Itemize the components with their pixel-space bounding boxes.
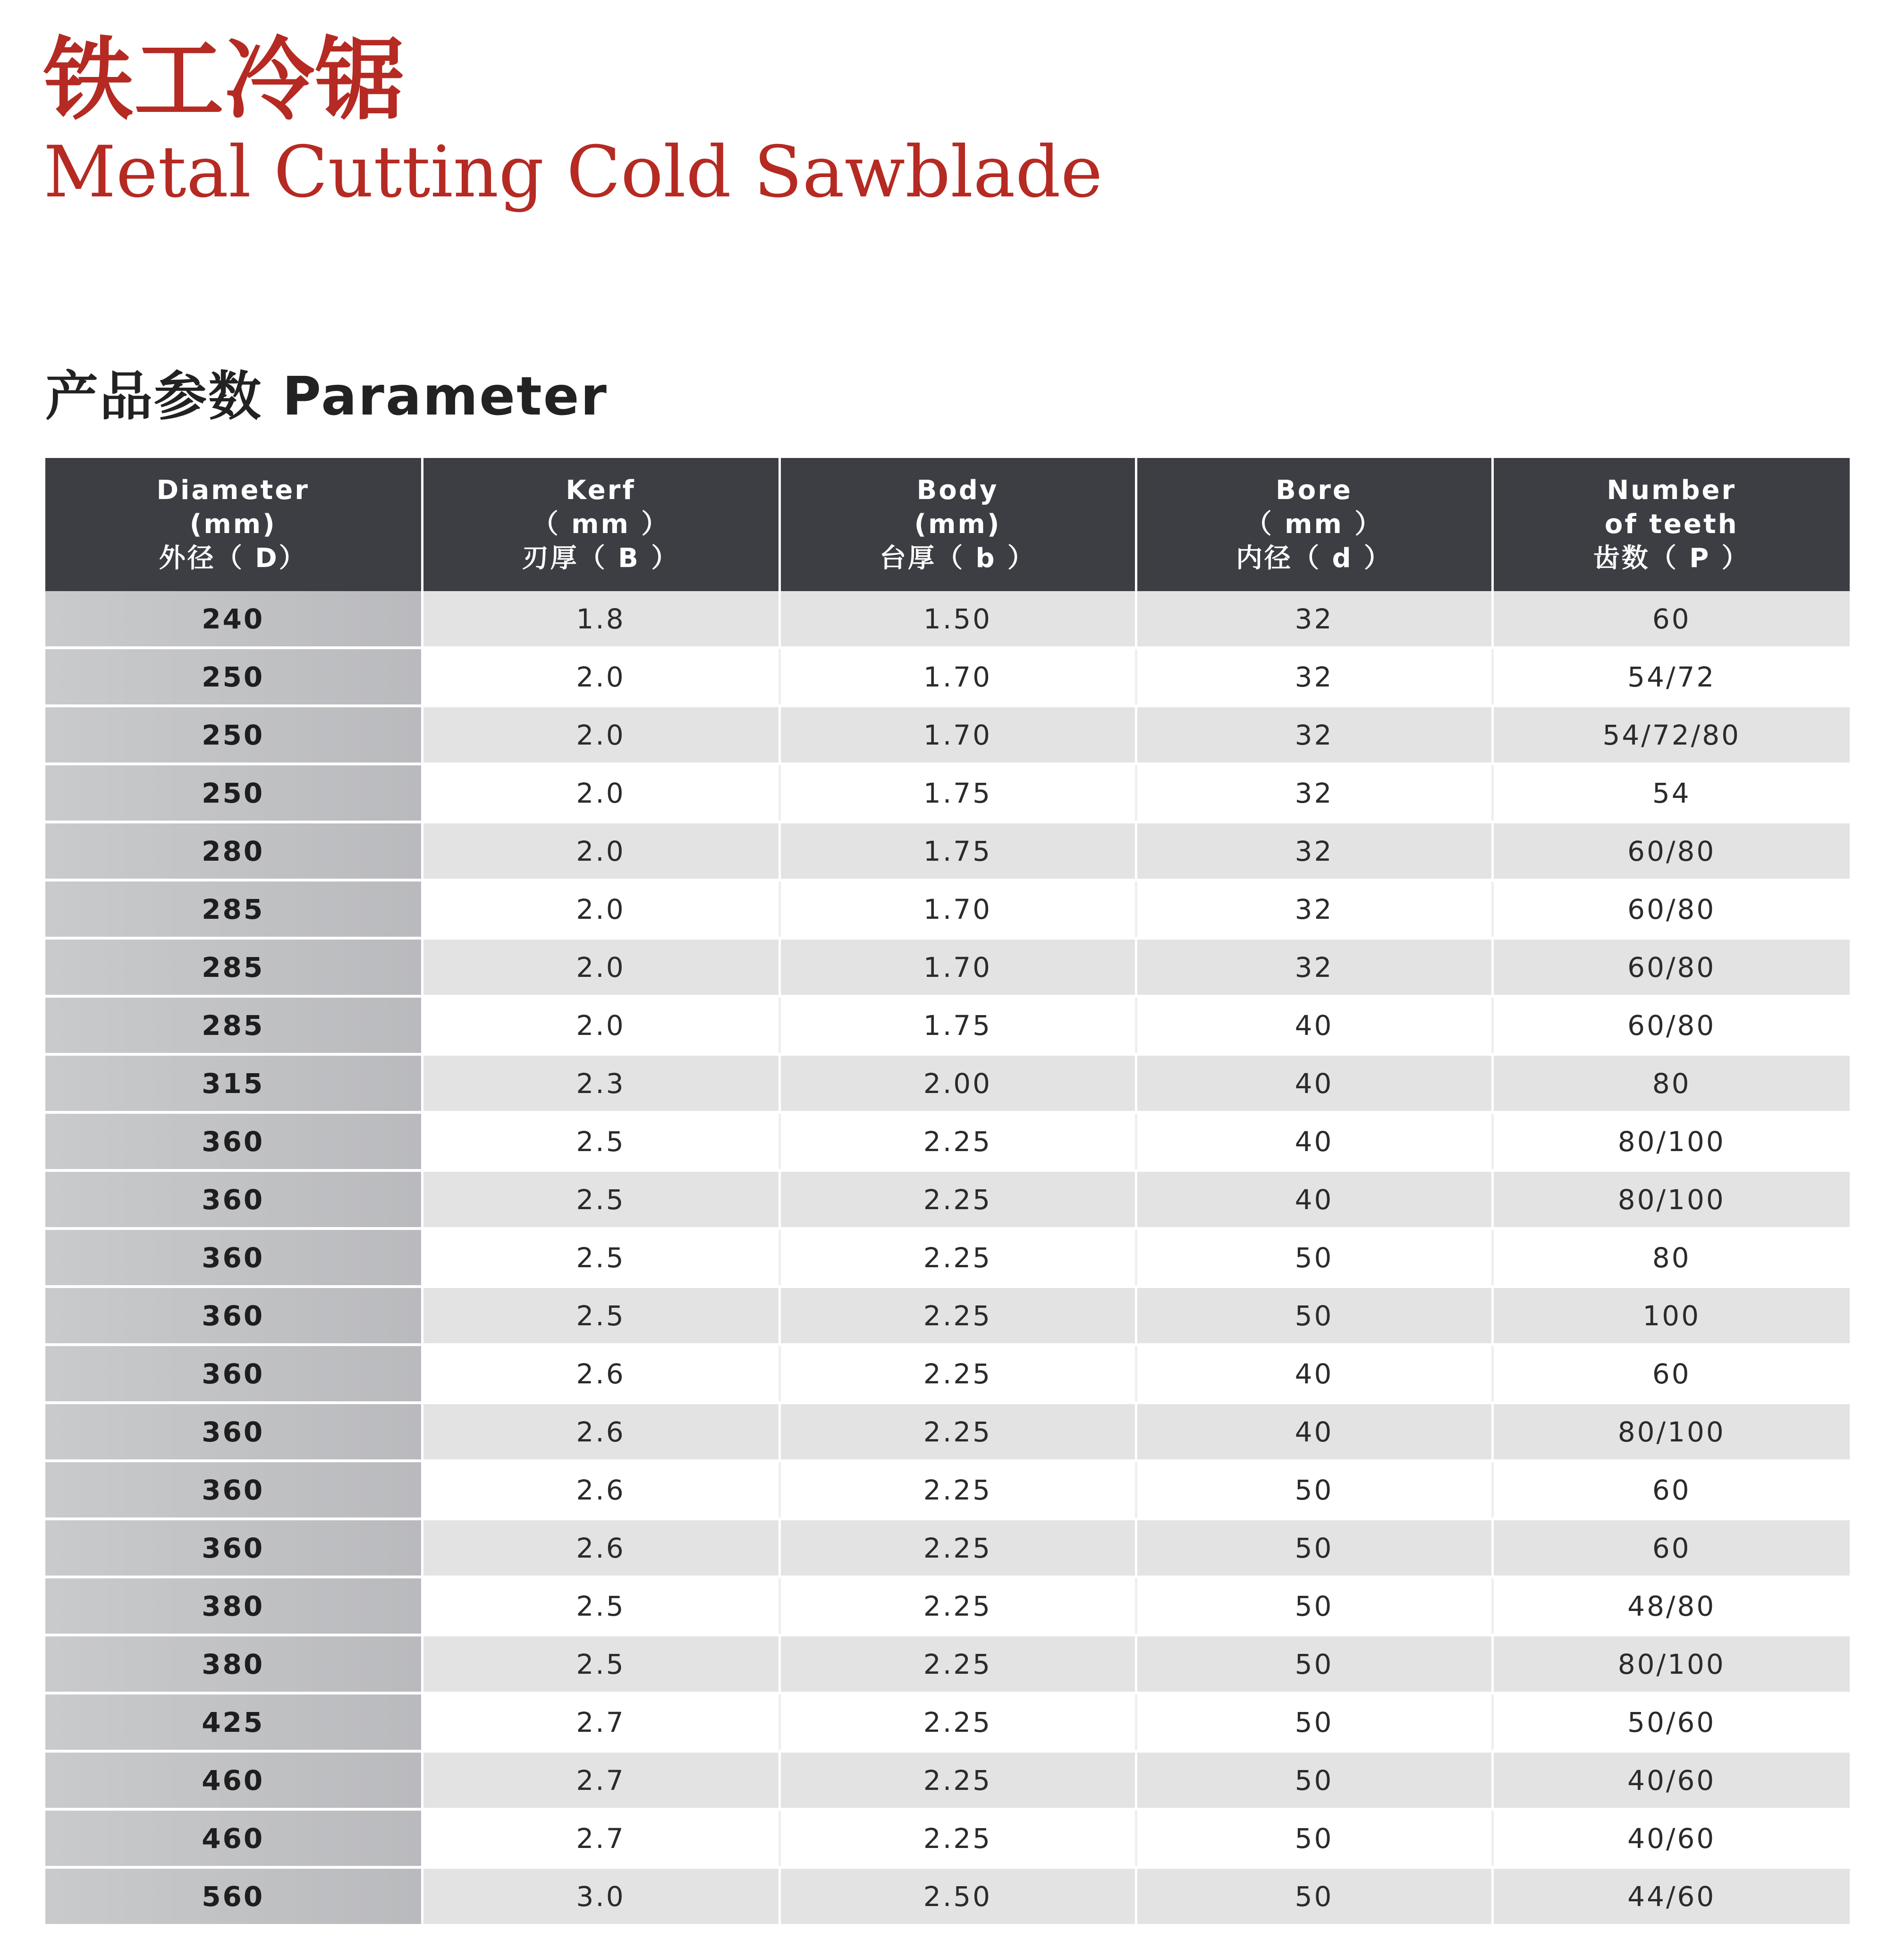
cell-teeth: 60 xyxy=(1492,591,1850,648)
table-row xyxy=(45,648,1850,706)
cell-bore: 50 xyxy=(1136,1751,1492,1809)
column-header-line: Number xyxy=(1607,475,1737,506)
table-row xyxy=(45,822,1850,880)
cell-bore: 50 xyxy=(1136,1229,1492,1287)
cell-bore: 50 xyxy=(1136,1519,1492,1577)
cell-teeth: 60/80 xyxy=(1492,996,1850,1054)
cell-bore: 50 xyxy=(1136,1461,1492,1519)
cell-teeth: 80 xyxy=(1492,1229,1850,1287)
cell-kerf: 2.5 xyxy=(422,1287,779,1345)
column-header-diameter xyxy=(45,458,422,591)
cell-body: 2.25 xyxy=(779,1809,1136,1867)
cell-bore: 32 xyxy=(1136,822,1492,880)
cell-diameter: 360 xyxy=(45,1287,422,1345)
table-row xyxy=(45,1635,1850,1693)
cell-diameter: 285 xyxy=(45,880,422,938)
cell-teeth: 60 xyxy=(1492,1461,1850,1519)
cell-body: 2.50 xyxy=(779,1867,1136,1925)
cell-bore: 40 xyxy=(1136,1345,1492,1403)
cell-bore: 32 xyxy=(1136,880,1492,938)
cell-body: 2.25 xyxy=(779,1112,1136,1170)
column-header-line: Body xyxy=(916,475,999,506)
column-header-line: Kerf xyxy=(566,475,636,506)
cell-kerf: 2.0 xyxy=(422,880,779,938)
cell-bore: 50 xyxy=(1136,1693,1492,1751)
title-english: Metal Cutting Cold Sawblade xyxy=(43,131,1103,213)
table-row xyxy=(45,1403,1850,1461)
cell-teeth: 48/80 xyxy=(1492,1577,1850,1635)
cell-kerf: 2.3 xyxy=(422,1054,779,1112)
cell-body: 2.25 xyxy=(779,1170,1136,1229)
cell-diameter: 285 xyxy=(45,996,422,1054)
cell-diameter: 250 xyxy=(45,764,422,822)
column-header-line: (mm) xyxy=(914,509,1001,540)
cell-diameter: 315 xyxy=(45,1054,422,1112)
table-row xyxy=(45,1577,1850,1635)
cell-diameter: 360 xyxy=(45,1519,422,1577)
table-row xyxy=(45,938,1850,996)
cell-teeth: 60 xyxy=(1492,1519,1850,1577)
cell-teeth: 80/100 xyxy=(1492,1170,1850,1229)
cell-diameter: 460 xyxy=(45,1751,422,1809)
cell-body: 2.25 xyxy=(779,1751,1136,1809)
cell-body: 1.70 xyxy=(779,880,1136,938)
cell-body: 2.25 xyxy=(779,1229,1136,1287)
column-header-line: Diameter xyxy=(156,475,310,506)
cell-diameter: 285 xyxy=(45,938,422,996)
column-header-bore xyxy=(1136,458,1492,591)
cell-bore: 40 xyxy=(1136,996,1492,1054)
table-row xyxy=(45,1693,1850,1751)
cell-bore: 40 xyxy=(1136,1054,1492,1112)
cell-kerf: 2.6 xyxy=(422,1519,779,1577)
cell-body: 2.25 xyxy=(779,1635,1136,1693)
cell-kerf: 2.0 xyxy=(422,938,779,996)
cell-diameter: 360 xyxy=(45,1229,422,1287)
cell-body: 1.75 xyxy=(779,764,1136,822)
cell-teeth: 80 xyxy=(1492,1054,1850,1112)
column-header-line: (mm) xyxy=(189,509,277,540)
cell-diameter: 250 xyxy=(45,648,422,706)
table-row xyxy=(45,1345,1850,1403)
cell-teeth: 60/80 xyxy=(1492,938,1850,996)
cell-bore: 40 xyxy=(1136,1112,1492,1170)
table-row xyxy=(45,1867,1850,1925)
cell-diameter: 360 xyxy=(45,1403,422,1461)
cell-body: 2.25 xyxy=(779,1693,1136,1751)
cell-teeth: 80/100 xyxy=(1492,1403,1850,1461)
cell-body: 2.25 xyxy=(779,1287,1136,1345)
cell-diameter: 280 xyxy=(45,822,422,880)
cell-diameter: 380 xyxy=(45,1635,422,1693)
table-body xyxy=(45,591,1850,1925)
table-row xyxy=(45,706,1850,764)
cell-diameter: 240 xyxy=(45,591,422,648)
cell-teeth: 40/60 xyxy=(1492,1751,1850,1809)
cell-body: 2.25 xyxy=(779,1345,1136,1403)
title-chinese: 铁工冷锯 xyxy=(43,28,406,132)
cell-body: 1.70 xyxy=(779,706,1136,764)
cell-kerf: 3.0 xyxy=(422,1867,779,1925)
cell-bore: 50 xyxy=(1136,1577,1492,1635)
cell-kerf: 2.6 xyxy=(422,1461,779,1519)
table-row xyxy=(45,1229,1850,1287)
cell-teeth: 100 xyxy=(1492,1287,1850,1345)
cell-body: 1.50 xyxy=(779,591,1136,648)
cell-diameter: 360 xyxy=(45,1170,422,1229)
cell-teeth: 80/100 xyxy=(1492,1112,1850,1170)
table-row xyxy=(45,880,1850,938)
table-row xyxy=(45,1287,1850,1345)
parameter-table xyxy=(45,458,1850,1927)
cell-body: 1.70 xyxy=(779,648,1136,706)
table-row xyxy=(45,1170,1850,1229)
cell-diameter: 250 xyxy=(45,706,422,764)
cell-teeth: 60 xyxy=(1492,1345,1850,1403)
table-header-row xyxy=(45,458,1850,591)
column-header-line: （ mm ） xyxy=(532,509,670,540)
cell-diameter: 425 xyxy=(45,1693,422,1751)
column-header-line: of teeth xyxy=(1604,509,1739,540)
cell-bore: 50 xyxy=(1136,1635,1492,1693)
cell-bore: 32 xyxy=(1136,938,1492,996)
cell-teeth: 54/72 xyxy=(1492,648,1850,706)
cell-teeth: 60/80 xyxy=(1492,880,1850,938)
cell-bore: 50 xyxy=(1136,1809,1492,1867)
table-row xyxy=(45,591,1850,648)
column-header-line: Bore xyxy=(1276,475,1353,506)
cell-body: 1.70 xyxy=(779,938,1136,996)
cell-body: 2.00 xyxy=(779,1054,1136,1112)
cell-body: 2.25 xyxy=(779,1403,1136,1461)
table-row xyxy=(45,1112,1850,1170)
table-row xyxy=(45,1809,1850,1867)
cell-kerf: 2.6 xyxy=(422,1345,779,1403)
column-header-line: 刃厚（ B ） xyxy=(522,543,680,574)
cell-body: 1.75 xyxy=(779,996,1136,1054)
cell-kerf: 2.7 xyxy=(422,1751,779,1809)
column-header-body xyxy=(779,458,1136,591)
table-row xyxy=(45,1519,1850,1577)
column-header-line: 外径（ D） xyxy=(159,543,307,574)
table-row xyxy=(45,1461,1850,1519)
table-row xyxy=(45,1054,1850,1112)
table-row xyxy=(45,1751,1850,1809)
cell-body: 2.25 xyxy=(779,1461,1136,1519)
column-header-teeth xyxy=(1492,458,1850,591)
cell-kerf: 2.0 xyxy=(422,996,779,1054)
column-header-line: 台厚（ b ） xyxy=(879,543,1036,574)
cell-kerf: 2.5 xyxy=(422,1635,779,1693)
cell-kerf: 2.5 xyxy=(422,1577,779,1635)
column-header-line: （ mm ） xyxy=(1245,509,1383,540)
cell-body: 2.25 xyxy=(779,1519,1136,1577)
cell-bore: 40 xyxy=(1136,1403,1492,1461)
cell-diameter: 360 xyxy=(45,1112,422,1170)
cell-diameter: 560 xyxy=(45,1867,422,1925)
cell-bore: 32 xyxy=(1136,648,1492,706)
column-header-line: 内径（ d ） xyxy=(1235,543,1393,574)
cell-kerf: 2.0 xyxy=(422,822,779,880)
cell-kerf: 2.0 xyxy=(422,648,779,706)
cell-teeth: 50/60 xyxy=(1492,1693,1850,1751)
cell-bore: 32 xyxy=(1136,764,1492,822)
table-row xyxy=(45,996,1850,1054)
cell-kerf: 2.5 xyxy=(422,1229,779,1287)
cell-teeth: 80/100 xyxy=(1492,1635,1850,1693)
cell-kerf: 2.6 xyxy=(422,1403,779,1461)
cell-bore: 32 xyxy=(1136,591,1492,648)
cell-kerf: 2.0 xyxy=(422,706,779,764)
cell-bore: 50 xyxy=(1136,1867,1492,1925)
column-header-kerf xyxy=(422,458,779,591)
cell-kerf: 2.7 xyxy=(422,1809,779,1867)
table-header xyxy=(45,458,1850,591)
cell-kerf: 2.0 xyxy=(422,764,779,822)
cell-teeth: 40/60 xyxy=(1492,1809,1850,1867)
cell-diameter: 360 xyxy=(45,1461,422,1519)
cell-kerf: 2.7 xyxy=(422,1693,779,1751)
cell-diameter: 460 xyxy=(45,1809,422,1867)
cell-teeth: 54 xyxy=(1492,764,1850,822)
cell-bore: 32 xyxy=(1136,706,1492,764)
cell-body: 1.75 xyxy=(779,822,1136,880)
cell-teeth: 44/60 xyxy=(1492,1867,1850,1925)
cell-teeth: 54/72/80 xyxy=(1492,706,1850,764)
cell-bore: 40 xyxy=(1136,1170,1492,1229)
cell-kerf: 1.8 xyxy=(422,591,779,648)
cell-diameter: 380 xyxy=(45,1577,422,1635)
cell-bore: 50 xyxy=(1136,1287,1492,1345)
cell-kerf: 2.5 xyxy=(422,1112,779,1170)
column-header-line: 齿数（ P ） xyxy=(1593,543,1750,574)
cell-teeth: 60/80 xyxy=(1492,822,1850,880)
cell-diameter: 360 xyxy=(45,1345,422,1403)
cell-body: 2.25 xyxy=(779,1577,1136,1635)
table-row xyxy=(45,764,1850,822)
section-title: 产品参数 Parameter xyxy=(45,366,608,427)
cell-kerf: 2.5 xyxy=(422,1170,779,1229)
